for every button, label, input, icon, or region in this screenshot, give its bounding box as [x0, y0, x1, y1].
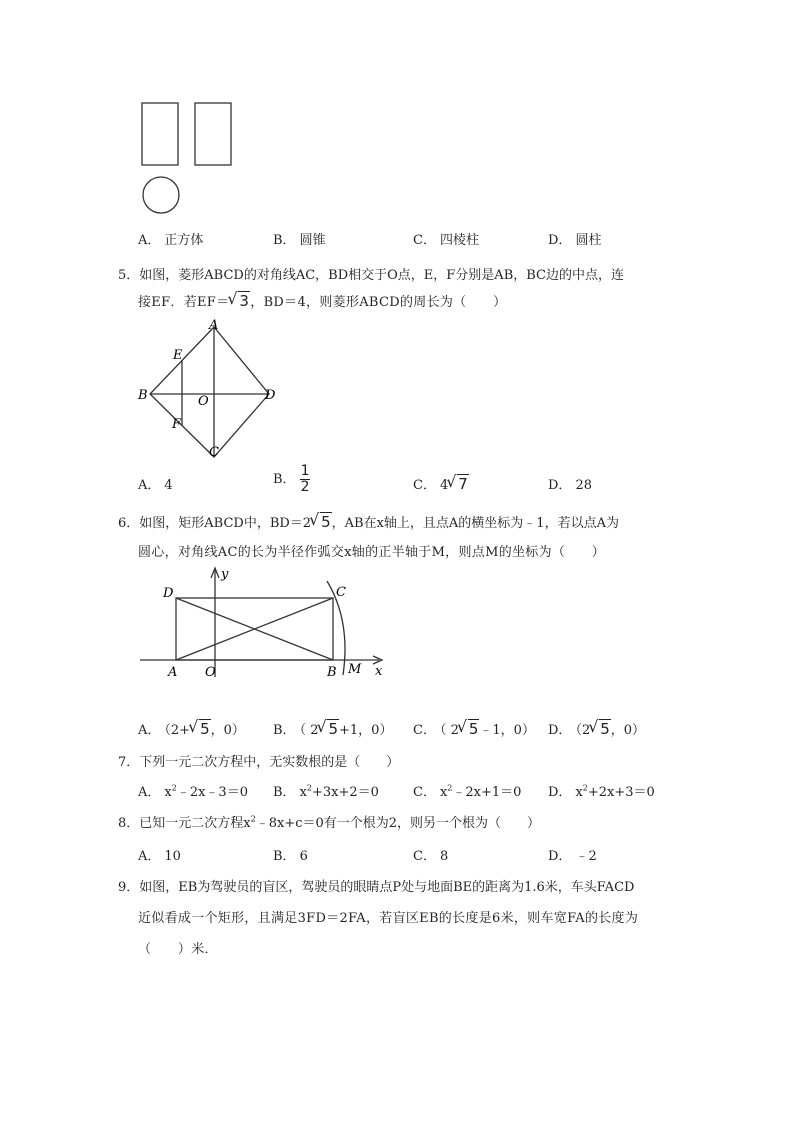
q7-option-a: A． $x^2﹣2x﹣3=0$ — [138, 783, 248, 800]
q4-option-a: A． 正方体 — [138, 233, 204, 248]
q8-option-b: B． 6 — [273, 849, 308, 864]
label-a: A — [168, 665, 178, 680]
q9-line1: 9．如图，EB为驾驶员的盲区，驾驶员的眼睛点P处与地面BE的距离为1.6米，车头FACD — [118, 880, 635, 895]
q5-line2: 接EF．若EF＝√ 3，BD＝4，则菱形ABCD的周长为（ ） — [138, 291, 506, 310]
label-x: x — [375, 664, 383, 679]
label-o: O — [205, 665, 216, 680]
q8-question: 8．已知一元二次方程$x^2﹣8x+c=0$有一个根为2，则另一个根为（ ） — [118, 814, 541, 831]
q5-option-a: A． 4 — [138, 478, 173, 493]
top-view-circle — [143, 177, 179, 213]
q6-option-d: D． （2√ 5，0） — [548, 719, 645, 738]
q5-option-d: D． 28 — [548, 478, 592, 493]
label-d: D — [265, 388, 276, 403]
q6-option-c: C． （ 2√ 5﹣1，0） — [413, 719, 535, 738]
q5-option-b: B． $\frac{1}{2}$ — [273, 463, 310, 495]
label-c: C — [209, 445, 219, 460]
label-b: B — [138, 388, 148, 403]
label-c: C — [336, 585, 346, 600]
front-view-rect — [142, 103, 178, 165]
q6-option-a: A． （2+√ 5，0） — [138, 719, 245, 738]
q8-option-a: A． 10 — [138, 849, 181, 864]
label-o: O — [198, 394, 209, 409]
label-y: y — [221, 567, 229, 582]
q7-option-c: C． $x^2﹣2x+1=0$ — [413, 783, 522, 800]
q5-option-c: C． 4√ 7 — [413, 474, 469, 493]
label-a: A — [209, 318, 219, 333]
label-d: D — [163, 586, 174, 601]
q4-option-b: B． 圆锥 — [273, 233, 326, 248]
q7-option-d: D． $x^2+2x+3=0$ — [548, 783, 655, 800]
q7-option-b: B． $x^2+3x+2=0$ — [273, 783, 379, 800]
q8-option-c: C． 8 — [413, 849, 449, 864]
q4-option-c: C． 四棱柱 — [413, 233, 479, 248]
q7-question: 7．下列一元二次方程中，无实数根的是（ ） — [118, 755, 400, 770]
q5-line1: 5．如图，菱形ABCD的对角线AC，BD相交于O点，E，F分别是AB，BC边的中点，连 — [118, 268, 624, 283]
q5-rhombus-figure — [135, 315, 285, 460]
q9-line2: 近似看成一个矩形，且满足3FD＝2FA，若盲区EB的长度是6米，则车宽FA的长度为 — [138, 911, 639, 926]
q9-line3: （ ）米． — [138, 942, 218, 957]
q6-line2: 圆心，对角线AC的长为半径作弧交x轴的正半轴于M，则点M的坐标为（ ） — [138, 545, 606, 560]
label-b: B — [327, 665, 337, 680]
label-e: E — [173, 348, 183, 363]
q8-option-d: D． ﹣2 — [548, 849, 597, 864]
side-view-rect — [195, 103, 231, 165]
q6-option-b: B． （ 2√ 5+1，0） — [273, 719, 392, 738]
q6-line1: 6．如图，矩形ABCD中，BD＝2√ 5，AB在x轴上，且点A的横坐标为﹣1，若以点A为 — [118, 512, 619, 531]
q4-three-views-figure — [135, 98, 245, 220]
rhombus-abcd — [150, 327, 269, 457]
q4-option-d: D． 圆柱 — [548, 233, 602, 248]
label-f: F — [172, 417, 182, 432]
label-m: M — [348, 662, 362, 677]
q6-rectangle-figure — [135, 563, 390, 683]
